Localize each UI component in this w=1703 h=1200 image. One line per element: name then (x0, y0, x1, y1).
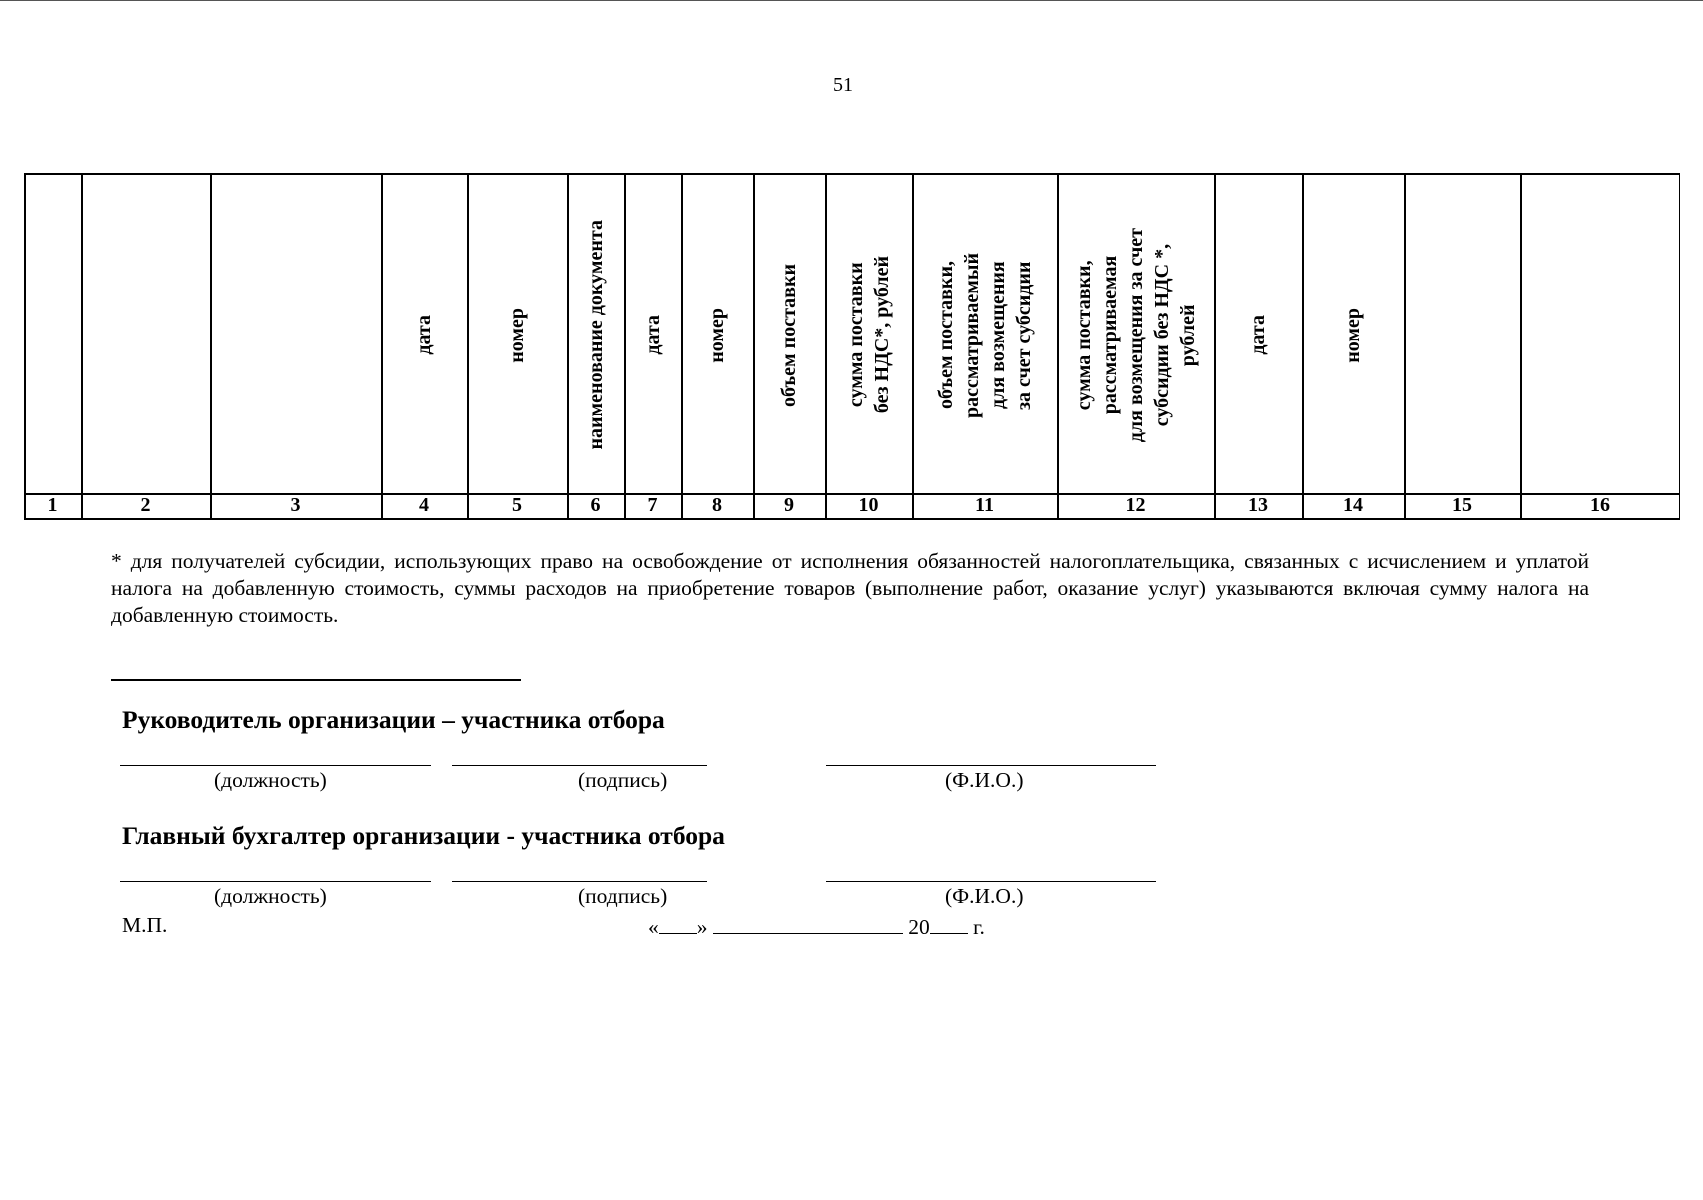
table-column-border (1404, 173, 1406, 519)
date-day-blank (659, 913, 697, 934)
table-column-border (210, 173, 212, 519)
table-header-cell (1302, 181, 1404, 489)
table-header-label: номер (1342, 307, 1364, 363)
date-year-blank (930, 913, 968, 934)
table-column-number: 6 (590, 494, 601, 516)
table-column-border (81, 173, 83, 519)
head-title: Руководитель организации – участника отбора (122, 705, 665, 734)
table-column-number: 13 (1248, 494, 1268, 516)
table-header-cell (912, 181, 1057, 489)
head-name-caption: (Ф.И.О.) (945, 768, 1024, 792)
date-line (648, 913, 985, 940)
footnote: * для получателей субсидии, использующих право на освобождение от исполнения обязанностей налогоплательщика, связанных с исчислением и уплатой налога на добавленную стоимость, суммы расходов на приобретение товаров (выполнение работ, оказание услуг) указываются включая сумму налога на добавленную стоимость. (111, 549, 1589, 627)
table-column-border (1520, 173, 1522, 519)
table-header-cell (1214, 181, 1302, 489)
table-header-cell (467, 181, 567, 489)
table-bottom-border (24, 518, 1680, 520)
table-top-border (24, 173, 1680, 175)
head-signature-line (452, 765, 707, 766)
table-column-number: 2 (140, 494, 151, 516)
table-header-label: дата (413, 315, 435, 355)
head-signature-caption: (подпись) (578, 768, 668, 792)
table-column-border (24, 173, 26, 519)
table-header-label: дата (641, 315, 664, 355)
table-header-label: номер (506, 307, 528, 363)
footnote-separator (111, 679, 521, 681)
date-close-quote: » (696, 915, 708, 939)
accountant-name-caption: (Ф.И.О.) (945, 884, 1024, 908)
table-header-cell (825, 181, 912, 489)
table-header-label: дата (1247, 315, 1269, 355)
date-year-prefix: 20 (908, 915, 930, 939)
table-header-cell (681, 181, 753, 489)
table-column-number: 5 (512, 494, 522, 516)
table-header-label: объем поставки, рассматриваемый для возмещения за счет субсидии (934, 252, 1035, 418)
head-name-line (826, 765, 1156, 766)
table-header-label: номер (706, 307, 728, 363)
table-column-number: 8 (712, 494, 722, 516)
form-table (24, 173, 1680, 518)
table-header-cell (624, 181, 681, 489)
head-position-caption: (должность) (214, 768, 327, 792)
table-column-number: 7 (647, 494, 658, 516)
table-header-label: сумма поставки без НДС*, рублей (844, 256, 893, 414)
page-number: 51 (833, 74, 853, 96)
table-column-number: 15 (1452, 494, 1472, 516)
accountant-position-line (120, 881, 431, 882)
accountant-position-caption: (должность) (214, 884, 327, 908)
table-column-border (1679, 173, 1681, 519)
table-header-cell (567, 181, 624, 489)
table-column-number: 16 (1590, 494, 1610, 516)
date-year-suffix: г. (973, 915, 985, 939)
table-column-number: 1 (47, 494, 58, 516)
table-header-cell (1057, 181, 1214, 489)
table-column-number: 12 (1125, 494, 1146, 516)
accountant-name-line (826, 881, 1156, 882)
table-column-number: 9 (784, 494, 794, 516)
table-column-number: 3 (290, 494, 301, 516)
table-header-label: сумма поставки, рассматриваемая для возмещения за счет субсидии без НДС *, рублей (1072, 227, 1199, 443)
stamp-placeholder: М.П. (122, 913, 168, 937)
table-column-number: 4 (419, 494, 429, 516)
date-month-blank (713, 913, 903, 934)
table-header-cell (753, 181, 825, 489)
table-column-number: 11 (975, 494, 994, 516)
date-open-quote: « (648, 915, 659, 939)
accountant-signature-line (452, 881, 707, 882)
table-header-cell (381, 181, 467, 489)
top-border-line (0, 0, 1703, 1)
accountant-signature-caption: (подпись) (578, 884, 668, 908)
table-header-label: объем поставки (778, 263, 800, 407)
head-position-line (120, 765, 431, 766)
accountant-title: Главный бухгалтер организации - участника отбора (122, 821, 725, 850)
table-header-label: наименование документа (584, 220, 607, 450)
table-column-number: 10 (858, 494, 879, 516)
table-column-number: 14 (1343, 494, 1363, 516)
